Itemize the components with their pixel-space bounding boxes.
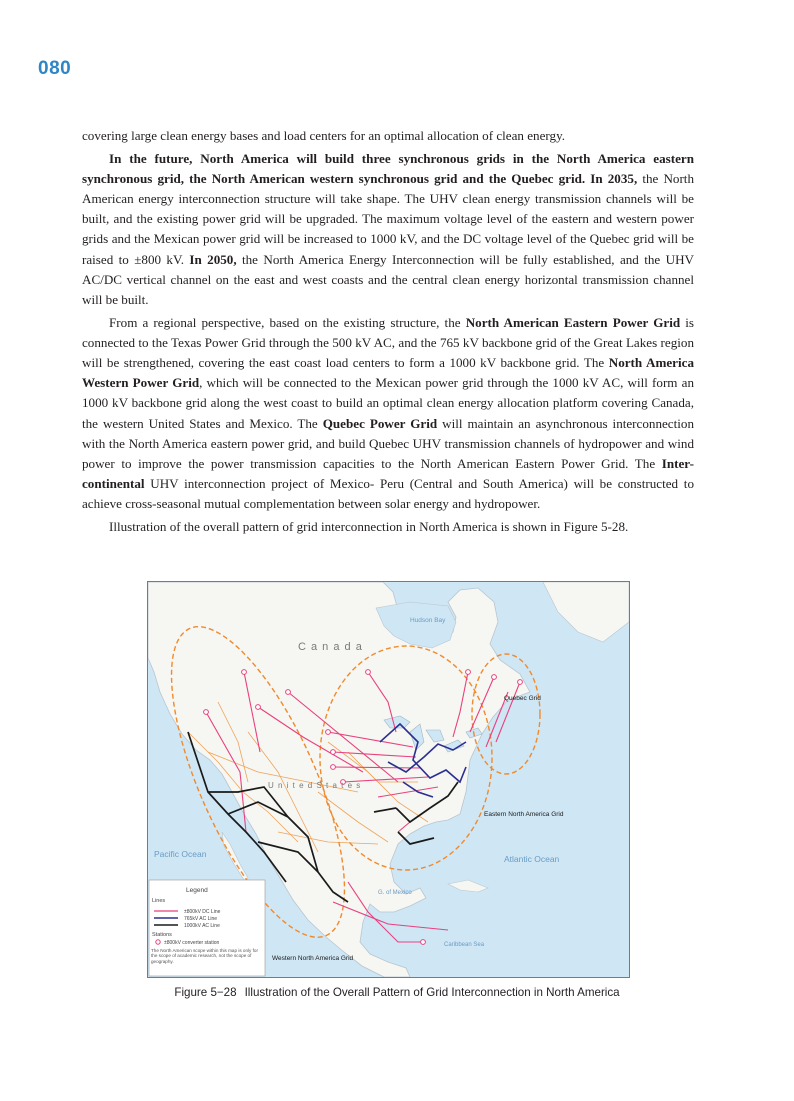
p3-bold-2: North America Western Power Grid <box>82 355 694 391</box>
grid-map <box>148 582 629 977</box>
p3-bold-3: Quebec Power Grid <box>322 415 438 431</box>
pacific-ocean-label: Pacific Ocean <box>154 849 207 859</box>
station-marker <box>466 670 471 675</box>
station-marker <box>286 690 291 695</box>
canada-label: C a n a d a <box>298 641 363 653</box>
figure-caption-text: Illustration of the Overall Pattern of Grid Interconnection in North America <box>244 986 620 999</box>
gulf-of-mexico-label: G. of Mexico <box>378 890 412 896</box>
station-marker <box>256 705 261 710</box>
body-text <box>82 126 694 540</box>
paragraph-3 <box>82 313 694 515</box>
legend-note-wrapper <box>151 948 263 976</box>
station-marker <box>366 670 371 675</box>
legend-dc-label: ±800kV DC Line <box>184 909 221 915</box>
legend-ac1000-label: 1000kV AC Line <box>184 923 220 929</box>
p3-text-3: , which will be connected to the Mexican power grid through the 1000 kV AC, will form an 1000 kV backbone grid along the west coast to build an optimal clean energy allocation platform covering Canada, the western United States and Mexico. The <box>82 375 694 431</box>
legend-title: Legend <box>186 887 208 894</box>
p2-bold-2: In 2035, <box>590 170 638 186</box>
p2-text-2: the North American energy interconnection structure will take shape. The UHV clean energy transmission channels will be built, and the existing power grid will be upgraded. The maximum voltage level of the eastern and western power grids and the Mexican power grid will be increased to 1000 kV, and the DC voltage level of the Quebec grid will be raised to ±800 kV. <box>82 170 694 267</box>
legend-stations-header: Stations <box>152 932 172 938</box>
caribbean-sea-label: Caribbean Sea <box>444 942 485 948</box>
paragraph-4: Illustration of the overall pattern of grid interconnection in North America is shown in Figure 5-28. <box>109 519 629 535</box>
grid-map-figure <box>147 581 630 978</box>
p3-text-4: will maintain an asynchronous interconnection with the North America eastern power grid, and build Quebec UHV transmission channels of hydropower and wind power to improve the power transmission capacities to the North American Eastern Power Grid. The <box>82 415 694 472</box>
p2-bold-3: In 2050, <box>189 251 237 267</box>
united-states-label: U n i t e d S t a t e s <box>268 781 362 790</box>
p3-text-2: is connected to the Texas Power Grid through the 500 kV AC, and the 765 kV backbone grid of the Great Lakes region will be strengthened, covering the east coast load centers to form a 1000 kV backbone grid. The <box>82 314 694 371</box>
quebec-grid-label: Quebec Grid <box>504 695 541 702</box>
station-marker <box>492 675 497 680</box>
legend-note: The North American scope within this map is only for the scope of academic research, not the scope of geography. <box>151 948 258 964</box>
paragraph-2 <box>82 149 694 311</box>
hudson-bay-label: Hudson Bay <box>410 617 446 624</box>
station-marker <box>242 670 247 675</box>
station-marker <box>331 765 336 770</box>
p2-bold-1: In the future, North America will build three synchronous grids in the North America eastern synchronous grid, the North American western synchronous grid and the Quebec grid. <box>82 150 694 186</box>
western-grid-label: Western North America Grid <box>272 955 354 962</box>
station-marker <box>518 680 523 685</box>
station-marker <box>421 940 426 945</box>
figure-number: Figure 5−28 <box>174 986 237 999</box>
p3-text-5: UHV interconnection project of Mexico- Peru (Central and South America) will be constructed to achieve cross-seasonal mutual complementation between solar energy and hydropower. <box>82 476 694 512</box>
page-number: 080 <box>38 58 72 79</box>
map-legend <box>149 880 265 976</box>
station-marker <box>204 710 209 715</box>
atlantic-ocean-label: Atlantic Ocean <box>504 854 560 864</box>
eastern-grid-label: Eastern North America Grid <box>484 811 564 818</box>
figure-caption <box>0 986 794 999</box>
legend-ac765-label: 765kV AC Line <box>184 916 218 922</box>
p2-text-3: the North America Energy Interconnection will be fully established, and the UHV AC/DC vertical channel on the east and west coasts and the central clean energy horizontal transmission channel will be built. <box>82 251 694 308</box>
station-marker <box>331 750 336 755</box>
p3-bold-1: North American Eastern Power Grid <box>465 314 681 330</box>
legend-station-swatch <box>156 940 160 944</box>
legend-lines-header: Lines <box>152 898 166 904</box>
p3-text-1: From a regional perspective, based on the existing structure, the <box>109 314 466 330</box>
station-marker <box>326 730 331 735</box>
legend-station-label: ±800kV converter station <box>164 940 220 946</box>
p3-bold-4: Inter-continental <box>82 456 694 492</box>
paragraph-1: covering large clean energy bases and load centers for an optimal allocation of clean energy. <box>82 128 566 143</box>
